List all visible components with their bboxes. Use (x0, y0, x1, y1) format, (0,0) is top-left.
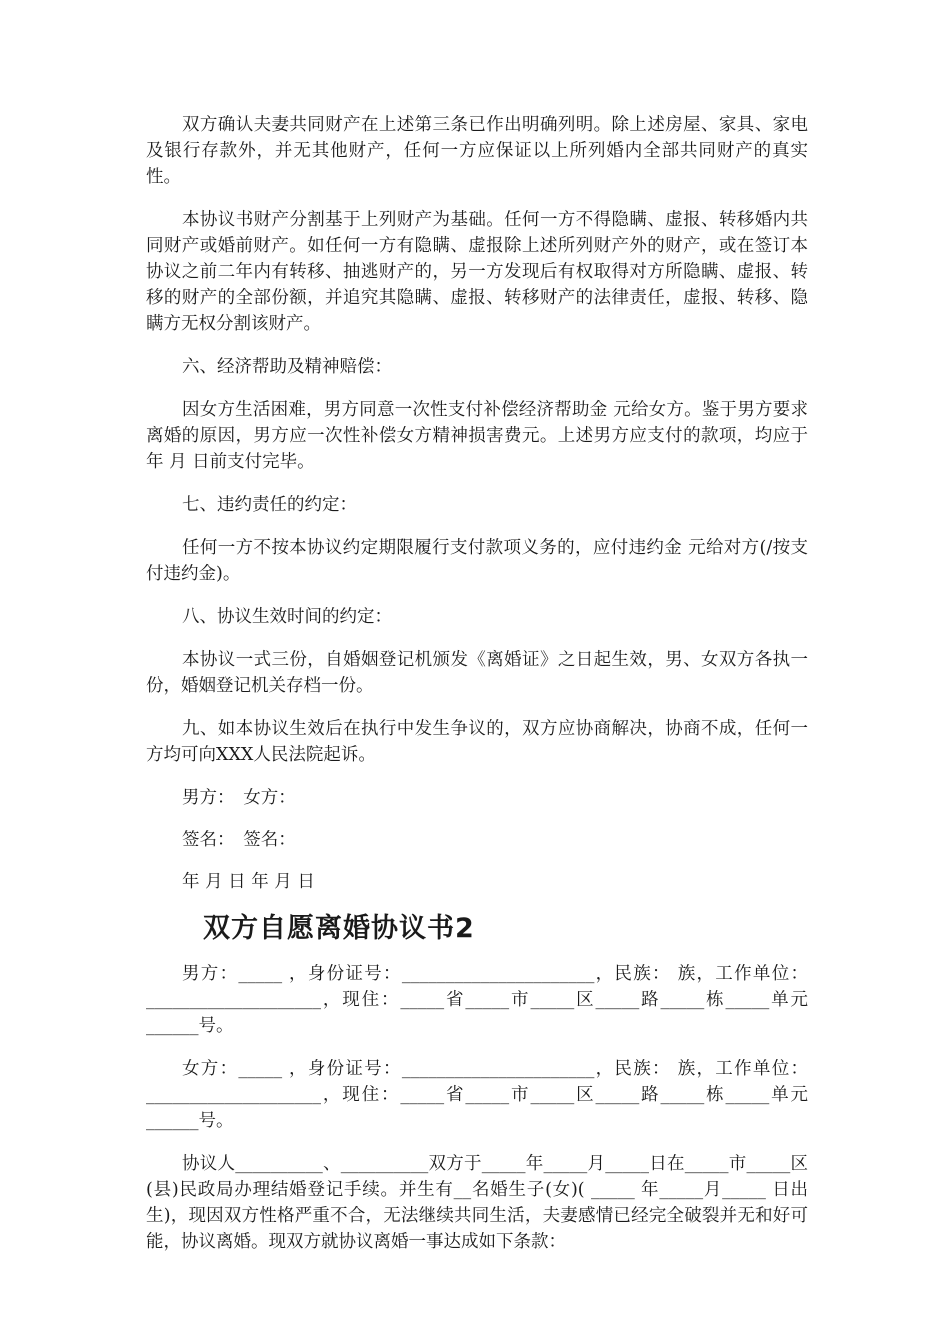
paragraph-economic-help: 因女方生活困难，男方同意一次性支付补偿经济帮助金 元给女方。鉴于男方要求离婚的原因，男方应一次性补偿女方精神损害费元。上述男方应支付的款项，均应于 年 月 日前支付完毕。 (146, 400, 814, 472)
paragraph-dispute-resolution: 九、如本协议生效后在执行中发生争议的，双方应协商解决，协商不成，任何一方均可向XXX人民法院起诉。 (146, 719, 808, 765)
section-heading-effective-time: 八、协议生效时间的约定： (182, 607, 392, 627)
document-page (146, 112, 814, 1272)
paragraph-male-party-info: 男方：_____ ，身份证号：______________________，民族： 族，工作单位：____________________，现住：_____省_____市_____区_____路_____栋_____单元______号。 (146, 964, 808, 1036)
paragraph-female-party-info: 女方：_____ ，身份证号：______________________，民族： 族，工作单位：____________________，现住：_____省_____市_____区_____路_____栋_____单元______号。 (146, 1059, 808, 1131)
section-heading-economic-help: 六、经济帮助及精神赔偿： (182, 357, 392, 377)
paragraph-property-confirmation: 双方确认夫妻共同财产在上述第三条已作出明确列明。除上述房屋、家具、家电及银行存款外，并无其他财产，任何一方应保证以上所列婚内全部共同财产的真实性。 (146, 115, 808, 187)
signature-date-line: 年 月 日 年 月 日 (182, 872, 315, 892)
signature-line: 签名： 签名： (182, 830, 296, 850)
paragraph-effective-time: 本协议一式三份，自婚姻登记机颁发《离婚证》之日起生效，男、女双方各执一份，婚姻登记机关存档一份。 (146, 650, 808, 696)
paragraph-agreement-intro: 协议人__________、__________双方于_____年_____月_____日在_____市_____区(县)民政局办理结婚登记手续。并生有__名婚生子(女)( _____ 年_____月_____ 日出生)，现因双方性格严重不合，无法继续共同生活，夫妻感情已经完全破裂并无和好可能，协议离婚。现双方就协议离婚一事达成如下条款： (146, 1154, 808, 1252)
paragraph-property-division: 本协议书财产分割基于上列财产为基础。任何一方不得隐瞒、虚报、转移婚内共同财产或婚前财产。如任何一方有隐瞒、虚报除上述所列财产外的财产，或在签订本协议之前二年内有转移、抽逃财产的，另一方发现后有权取得对方所隐瞒、虚报、转移的财产的全部份额，并追究其隐瞒、虚报、转移财产的法律责任，虚报、转移、隐瞒方无权分割该财产。 (146, 210, 808, 334)
document-title: 双方自愿离婚协议书2 (203, 913, 475, 944)
signature-parties-line: 男方： 女方： (182, 788, 296, 808)
section-heading-breach-liability: 七、违约责任的约定： (182, 495, 357, 515)
paragraph-breach-liability: 任何一方不按本协议约定期限履行支付款项义务的，应付违约金 元给对方(/按支付违约金)。 (146, 538, 808, 584)
